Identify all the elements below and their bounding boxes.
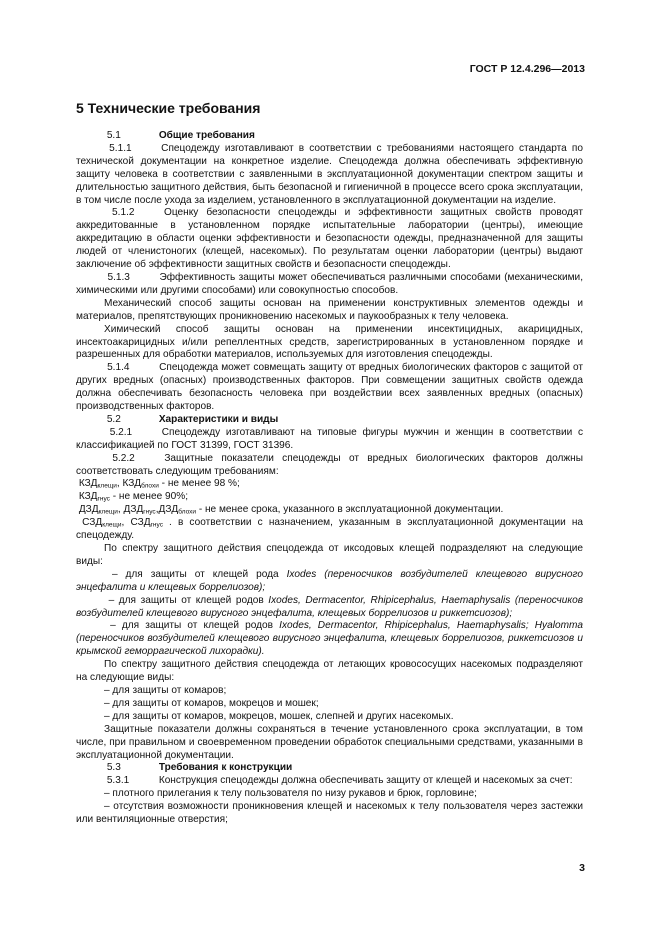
section-title: 5 Технические требования (76, 100, 261, 116)
paragraph-mechanical: Механический способ защиты основан на применении конструктивных элементов одежды и материалов, препятствующих проникновению насекомых и паукообразных к телу человека. (76, 297, 583, 322)
list-item-italic: Ixodes (переносчиков возбудителей клещевого вирусного энцефалита и клещевых боррелиозов); (76, 568, 583, 593)
list-item-prefix: – для защиты от клещей рода (111, 568, 287, 580)
paragraph-tick-spectrum: По спектру защитного действия спецодежда от иксодовых клещей подразделяют на следующие виды: (76, 543, 583, 567)
list-item-italic: Ixodes, Dermacentor, Rhipicephalus, Haemaphysalis (переносчиков возбудителей клещевого вирусного энцефалита, клещевых боррелиозов и риккетсиозов); (76, 594, 584, 619)
subscript-gnats: гнус (150, 521, 163, 529)
subscript-gnats: гнус (97, 495, 110, 503)
index-dzd-value: - не менее срока, указанного в эксплуатационной документации. (196, 504, 504, 516)
list-item-construct-2: – отсутствия возможности проникновения клещей и насекомых к телу пользователя через застежки или вентиляционные отверстия; (76, 801, 583, 826)
clause-title: Характеристики и виды (158, 413, 279, 425)
clause-number: 5.2.2 (112, 452, 135, 464)
paragraph-insect-spectrum: По спектру защитного действия спецодежда от летающих кровососущих насекомых подразделяют на следующие виды: (76, 659, 583, 684)
subscript-ticks: клещи (97, 482, 117, 490)
clause-number: 5.3.1 (106, 775, 130, 787)
list-item-prefix: – для защиты от клещей родов (108, 594, 269, 606)
paragraph-protection-retention: Защитные показатели должны сохраняться в течение установленного срока эксплуатации, в том числе, при правильном и своевременном проведении обработок специальными средствами, указанными в эксплуатационной документации. (76, 723, 583, 761)
index-szd: СЗД (82, 517, 103, 529)
clause-5-1-1 (76, 143, 583, 208)
clause-5-2-1 (76, 427, 583, 453)
subscript-fleas: блохи (178, 508, 197, 516)
subscript-ticks: клещи (102, 521, 122, 529)
list-item-insect-1: – для защиты от комаров; (104, 684, 227, 696)
clause-title: Общие требования (158, 130, 255, 141)
document-header: ГОСТ Р 12.4.296—2013 (469, 63, 585, 75)
clause-5-3-1 (76, 775, 583, 788)
clause-5-1-2 (76, 207, 583, 272)
page-number: 3 (579, 862, 585, 874)
index-line-kzd: $КЗД_{клещи}$, $КЗД_{блохи}$ - не менее 98 %; (78, 478, 240, 490)
list-item-tick-2 (76, 595, 583, 621)
index-szd: СЗД (130, 517, 151, 529)
list-item-tick-3 (76, 620, 583, 659)
clause-number: 5.2 (106, 413, 121, 425)
index-dzd: ДЗД (78, 504, 99, 516)
clause-number: 5.1.1 (109, 142, 132, 154)
index-line-kzd-gnus (76, 491, 583, 504)
index-line-szd: $СЗД_{клещи}$, $СЗД_{гнус}$ . в соответствии с назначением, указанным в эксплуатационной документации на спецодежду. (76, 517, 584, 542)
list-item-tick-1 (76, 569, 583, 595)
clause-number: 5.1.3 (107, 271, 130, 283)
index-dzd: ДЗД (123, 504, 144, 516)
list-item-prefix: – для защиты от клещей родов (110, 620, 280, 632)
clause-number: 5.1.4 (107, 362, 130, 374)
index-kzd-value: - не менее 98 %; (158, 478, 240, 490)
clause-text: Защитные показатели спецодежды от вредных биологических факторов должны соответствовать следующим требованиям: (76, 452, 583, 477)
index-kzd: КЗД (122, 478, 142, 490)
list-item-construct-1: – плотного прилегания к телу пользователя по низу рукавов и брюк, горловине; (104, 788, 477, 800)
clause-number: 5.3 (106, 762, 121, 774)
clause-text: Эффективность защиты может обеспечиваться различными способами (механическими, химическими или другими способами) или совокупностью способов. (76, 271, 583, 296)
document-body (76, 130, 583, 827)
clause-number: 5.1 (106, 130, 121, 141)
paragraph-chemical: Химический способ защиты основан на применении инсектицидных, акарицидных, инсектоакарицидных и/или репеллентных средств, зарегистрированных в установленном порядке и разрешенных для обработки материалов, используемых для изготовления спецодежды. (76, 323, 583, 361)
clause-text: Спецодежда может совмещать защиту от вредных биологических факторов с защитой от других вредных (опасных) производственных факторов. При совмещении защитных свойств одежда должна обеспечивать безопасность человека при воздействии всех заявленных вредных (опасных) производственных факторов. (76, 362, 583, 413)
list-item-insect-3: – для защиты от комаров, мокрецов, мошек, слепней и других насекомых. (104, 710, 454, 722)
list-item-italic: Ixodes, Dermacentor, Rhipicephalus, Haemaphysalis; Hyalomma (переносчиков возбудителей клещевого вирусного энцефалита, клещевых боррелиозов, риккетсиозов и крымской геморрагической лихорадки). (76, 620, 584, 658)
subscript-fleas: блохи (141, 482, 159, 490)
index-kzd: КЗД (78, 491, 98, 503)
clause-5-2-2 (76, 453, 583, 479)
index-dzd: ДЗД (158, 504, 179, 516)
clause-5-1-4 (76, 362, 583, 414)
clause-text: Спецодежду изготавливают в соответствии с требованиями настоящего стандарта по технической документации на конкретное изделие. Спецодежда должна обеспечивать эффективную защиту человека в соответствии с заявленными в эксплуатационной документации спектром защиты и длительностью защитного действия, быть безопасной и гигиеничной в процессе всего срока эксплуатации, в том числе после ухода за изделием, установленного в эксплуатационной документации на изделие. (76, 142, 584, 206)
clause-text: Оценку безопасности спецодежды и эффективности защитных свойств проводят аккредитованные в установленном порядке испытательные лаборатории (центры), имеющие аккредитацию в области оценки эффективности и безопасности одежды, предназначенной для защиты людей от членистоногих (клещей, насекомых). По результатам оценки лаборатории (центры) выдают заключение об эффективности защитных свойств и безопасности спецодежды. (76, 207, 583, 271)
index-szd-value: . в соответствии с назначением, указанным в эксплуатационной документации на спецодежду. (76, 517, 584, 542)
clause-5-1-3 (76, 272, 583, 298)
clause-5-1 (76, 130, 583, 143)
list-item-insect-2: – для защиты от комаров, мокрецов и мошек; (104, 697, 319, 709)
subscript-gnats: гнус (143, 508, 156, 516)
index-kzd-gnus-value: - не менее 90%; (109, 491, 189, 503)
clause-5-3 (76, 762, 583, 775)
clause-number: 5.1.2 (112, 207, 135, 219)
subscript-ticks: клещи (98, 508, 118, 516)
clause-text: Конструкция спецодежды должна обеспечивать защиту от клещей и насекомых за счет: (158, 775, 573, 787)
clause-5-2 (76, 414, 583, 427)
clause-number: 5.2.1 (109, 426, 133, 438)
clause-text: Спецодежду изготавливают на типовые фигуры мужчин и женщин в соответствии с классификацией по ГОСТ 31399, ГОСТ 31396. (76, 426, 583, 451)
clause-title: Требования к конструкции (158, 762, 293, 774)
index-kzd: КЗД (78, 478, 98, 490)
index-line-dzd: $ДЗД_{клещи}$, $ДЗД_{гнус},ДЗД_{блохи}$ - не менее срока, указанного в эксплуатационной документации. (78, 504, 504, 516)
